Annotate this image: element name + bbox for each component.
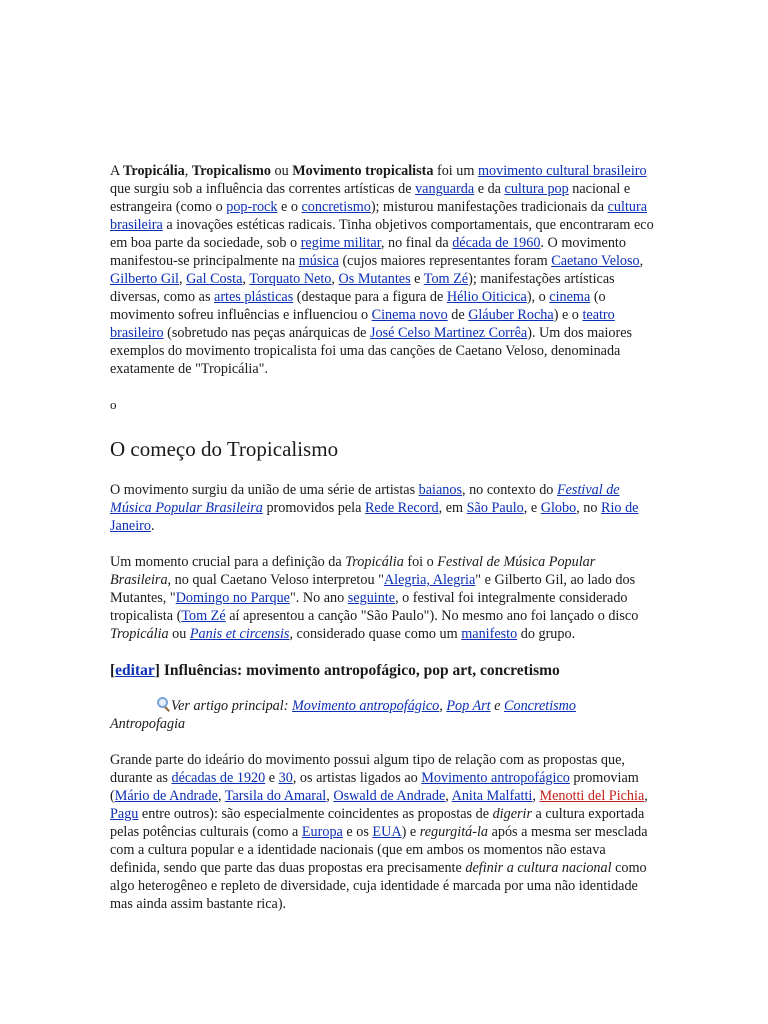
italic-definir-cultura-nacional: definir a cultura nacional <box>465 860 612 876</box>
link-cinema-novo[interactable]: Cinema novo <box>371 307 448 323</box>
link-movimento-cultural-brasileiro[interactable]: movimento cultural brasileiro <box>477 163 647 179</box>
link-musica[interactable]: música <box>298 253 339 269</box>
link-concretismo[interactable]: concretismo <box>301 199 371 215</box>
link-torquato-neto[interactable]: Torquato Neto <box>249 271 332 287</box>
link-decada-de-1960[interactable]: década de 1960 <box>452 235 541 251</box>
link-movimento-antropofagico[interactable]: Movimento antropofágico <box>291 698 440 714</box>
text-span: . O movimento manifestou-se principalmente na <box>110 235 626 269</box>
link-movimento-antropofagico-2[interactable]: Movimento antropofágico <box>421 770 570 786</box>
text-span: e <box>265 770 279 786</box>
text-span: (cujos maiores representantes foram <box>338 253 552 269</box>
text-span: ); manifestações artísticas diversas, como as <box>110 271 615 305</box>
text-span: , <box>445 788 452 804</box>
link-helio-oiticica[interactable]: Hélio Oiticica <box>446 289 527 305</box>
link-globo[interactable]: Globo <box>540 500 577 516</box>
text-span: , <box>644 788 648 804</box>
list-bullet: o <box>110 397 117 412</box>
text-span: após a mesma ser mesclada com a cultura popular e a identidade nacionais (que em ambos os momentos não estava definida, sendo que parte das duas propostas era precisamente <box>110 824 648 876</box>
link-manifesto[interactable]: manifesto <box>461 626 518 642</box>
link-teatro-brasileiro[interactable]: teatro brasileiro <box>110 307 615 341</box>
link-vanguarda[interactable]: vanguarda <box>415 181 475 197</box>
link-panis-et-circensis[interactable]: Panis et circensis <box>189 626 290 642</box>
text-span: Ver artigo principal: <box>171 698 292 714</box>
section-heading-comeco: O começo do Tropicalismo <box>110 437 339 461</box>
text-span: A <box>110 163 124 179</box>
text-span: (o movimento sofreu influências e influenciou o <box>110 289 606 323</box>
text-span: ou <box>270 163 293 179</box>
text-span: , no contexto do <box>461 482 557 498</box>
link-concretismo-2[interactable]: Concretismo <box>504 698 576 714</box>
link-rio-de-janeiro[interactable]: Rio de Janeiro <box>110 500 639 534</box>
see-main-article <box>156 697 656 715</box>
section2-paragraph-1 <box>110 751 656 913</box>
text-span: que surgiu sob a influência das correntes artísticas de <box>110 181 416 197</box>
bold-term-tropicalia: Tropicália <box>123 163 185 179</box>
text-span: , o festival foi integralmente considerado tropicalista ( <box>110 590 628 624</box>
text-span: como algo heterogêneo e repleto de diversidade, cuja identidade é marcada por uma não identidade mas ainda assim bastante rica). <box>110 860 647 912</box>
text-span: , <box>242 271 250 287</box>
text-span: , <box>184 163 192 179</box>
text-span: . <box>150 518 155 534</box>
link-artes-plasticas[interactable]: artes plásticas <box>214 289 294 305</box>
link-eua[interactable]: EUA <box>372 824 402 840</box>
italic-regurgita-la: regurgitá-la <box>419 824 489 840</box>
link-tarsila-do-amaral[interactable]: Tarsila do Amaral <box>224 788 327 804</box>
text-span: , <box>532 788 540 804</box>
text-span: entre outros): são especialmente coincidentes as propostas de <box>138 806 493 822</box>
subheading-antropofagia: Antropofagia <box>110 716 186 732</box>
link-alegria-alegria[interactable]: Alegria, Alegria <box>383 572 476 588</box>
text-span: , no <box>576 500 602 516</box>
text-span: nacional e estrangeira (como o <box>110 181 631 215</box>
text-span: , <box>439 698 447 714</box>
link-pagu[interactable]: Pagu <box>110 806 139 822</box>
link-oswald-de-andrade[interactable]: Oswald de Andrade <box>333 788 446 804</box>
text-span: ) e o <box>553 307 583 323</box>
text-span: , <box>178 271 187 287</box>
text-span: , <box>326 788 334 804</box>
link-cinema[interactable]: cinema <box>549 289 591 305</box>
link-menotti-del-pichia[interactable]: Menotti del Pichia <box>539 788 645 804</box>
text-span: ". No ano <box>289 590 348 606</box>
link-cultura-brasileira[interactable]: cultura brasileira <box>110 199 648 233</box>
link-tom-ze-2[interactable]: Tom Zé <box>181 608 226 624</box>
bold-term-tropicalismo: Tropicalismo <box>191 163 271 179</box>
text-span: ); misturou manifestações tradicionais da <box>370 199 608 215</box>
text-span: promoviam ( <box>110 770 639 804</box>
link-30[interactable]: 30 <box>278 770 293 786</box>
bracket-close: ] <box>154 662 160 679</box>
link-pop-rock[interactable]: pop-rock <box>226 199 278 215</box>
text-span: a inovações estéticas radicais. Tinha objetivos comportamentais, que encontraram eco em boa parte da sociedade, sob o <box>110 217 654 251</box>
text-span: foi um <box>433 163 478 179</box>
text-span: e <box>410 271 424 287</box>
text-span: , considerado quase como um <box>289 626 462 642</box>
text-span: e <box>490 698 505 714</box>
text-span: (destaque para a figura de <box>293 289 447 305</box>
text-span: ) e <box>401 824 420 840</box>
edit-link[interactable]: editar <box>115 662 155 679</box>
text-span: aí apresentou a canção "São Paulo"). No mesmo ano foi lançado o disco <box>225 608 639 624</box>
link-rede-record[interactable]: Rede Record <box>364 500 439 516</box>
text-span: ou <box>168 626 190 642</box>
text-span: ). Um dos maiores exemplos do movimento tropicalista foi uma das canções de Caetano Veloso, denominada exatamente de "Tropicália". <box>110 325 633 377</box>
link-decadas-de-1920[interactable]: décadas de 1920 <box>171 770 266 786</box>
text-span: , <box>639 253 644 269</box>
text-span: e o <box>277 199 302 215</box>
article-body <box>110 162 656 913</box>
link-sao-paulo[interactable]: São Paulo <box>466 500 524 516</box>
link-domingo-no-parque[interactable]: Domingo no Parque <box>175 590 290 606</box>
text-span: O movimento surgiu da união de uma série de artistas <box>110 482 419 498</box>
text-span: foi o <box>403 554 438 570</box>
text-span: (sobretudo nas peças anárquicas de <box>163 325 371 341</box>
text-span: promovidos pela <box>262 500 365 516</box>
section-heading-influencias <box>110 661 656 681</box>
text-span: ), o <box>526 289 550 305</box>
text-span: , no qual Caetano Veloso interpretou " <box>167 572 384 588</box>
link-gal-costa[interactable]: Gal Costa <box>186 271 243 287</box>
link-mario-de-andrade[interactable]: Mário de Andrade <box>114 788 218 804</box>
link-caetano-veloso[interactable]: Caetano Veloso <box>551 253 640 269</box>
text-span: e os <box>342 824 373 840</box>
text-span: , <box>217 788 225 804</box>
link-cultura-pop[interactable]: cultura pop <box>504 181 569 197</box>
link-anita-malfatti[interactable]: Anita Malfatti <box>451 788 533 804</box>
text-span: , e <box>523 500 541 516</box>
text-span: e da <box>474 181 505 197</box>
link-tom-ze[interactable]: Tom Zé <box>423 271 469 287</box>
link-os-mutantes[interactable]: Os Mutantes <box>338 271 411 287</box>
text-span: , os artistas ligados ao <box>292 770 422 786</box>
link-gilberto-gil[interactable]: Gilberto Gil <box>110 271 179 287</box>
bracket-open: [ <box>110 662 116 679</box>
text-span: , no final da <box>380 235 453 251</box>
text-span: de <box>447 307 469 323</box>
intro-paragraph <box>110 162 656 378</box>
text-span: a cultura exportada pelas potências culturais (como a <box>110 806 645 840</box>
text-span: do grupo. <box>517 626 576 642</box>
text-span: Um momento crucial para a definição da <box>110 554 346 570</box>
text-span: " e Gilberto Gil, ao lado dos Mutantes, " <box>110 572 636 606</box>
link-seguinte[interactable]: seguinte <box>347 590 396 606</box>
link-baianos[interactable]: baianos <box>418 482 462 498</box>
link-jose-celso-martinez-correa[interactable]: José Celso Martinez Corrêa <box>370 325 528 341</box>
link-pop-art[interactable]: Pop Art <box>446 698 491 714</box>
bold-term-movimento-tropicalista: Movimento tropicalista <box>292 163 434 179</box>
italic-digerir: digerir <box>492 806 532 822</box>
italic-tropicalia-disco: Tropicália <box>110 626 169 642</box>
section1-paragraph-1 <box>110 481 656 535</box>
link-regime-militar[interactable]: regime militar <box>300 235 381 251</box>
link-glauber-rocha[interactable]: Gláuber Rocha <box>468 307 554 323</box>
section1-paragraph-2 <box>110 553 656 643</box>
italic-tropicalia: Tropicália <box>345 554 404 570</box>
magnifier-icon <box>156 697 170 711</box>
text-span: , em <box>438 500 467 516</box>
text-span: , <box>331 271 339 287</box>
link-europa[interactable]: Europa <box>301 824 343 840</box>
text-span: Grande parte do ideário do movimento possui algum tipo de relação com as propostas que, durante as <box>110 752 625 786</box>
link-festival-de-musica-popular-brasileira[interactable]: Festival de Música Popular Brasileira <box>110 482 620 516</box>
heading-text: Influências: movimento antropofágico, pop art, concretismo <box>159 662 560 679</box>
italic-festival: Festival de Música Popular Brasileira <box>110 554 596 588</box>
